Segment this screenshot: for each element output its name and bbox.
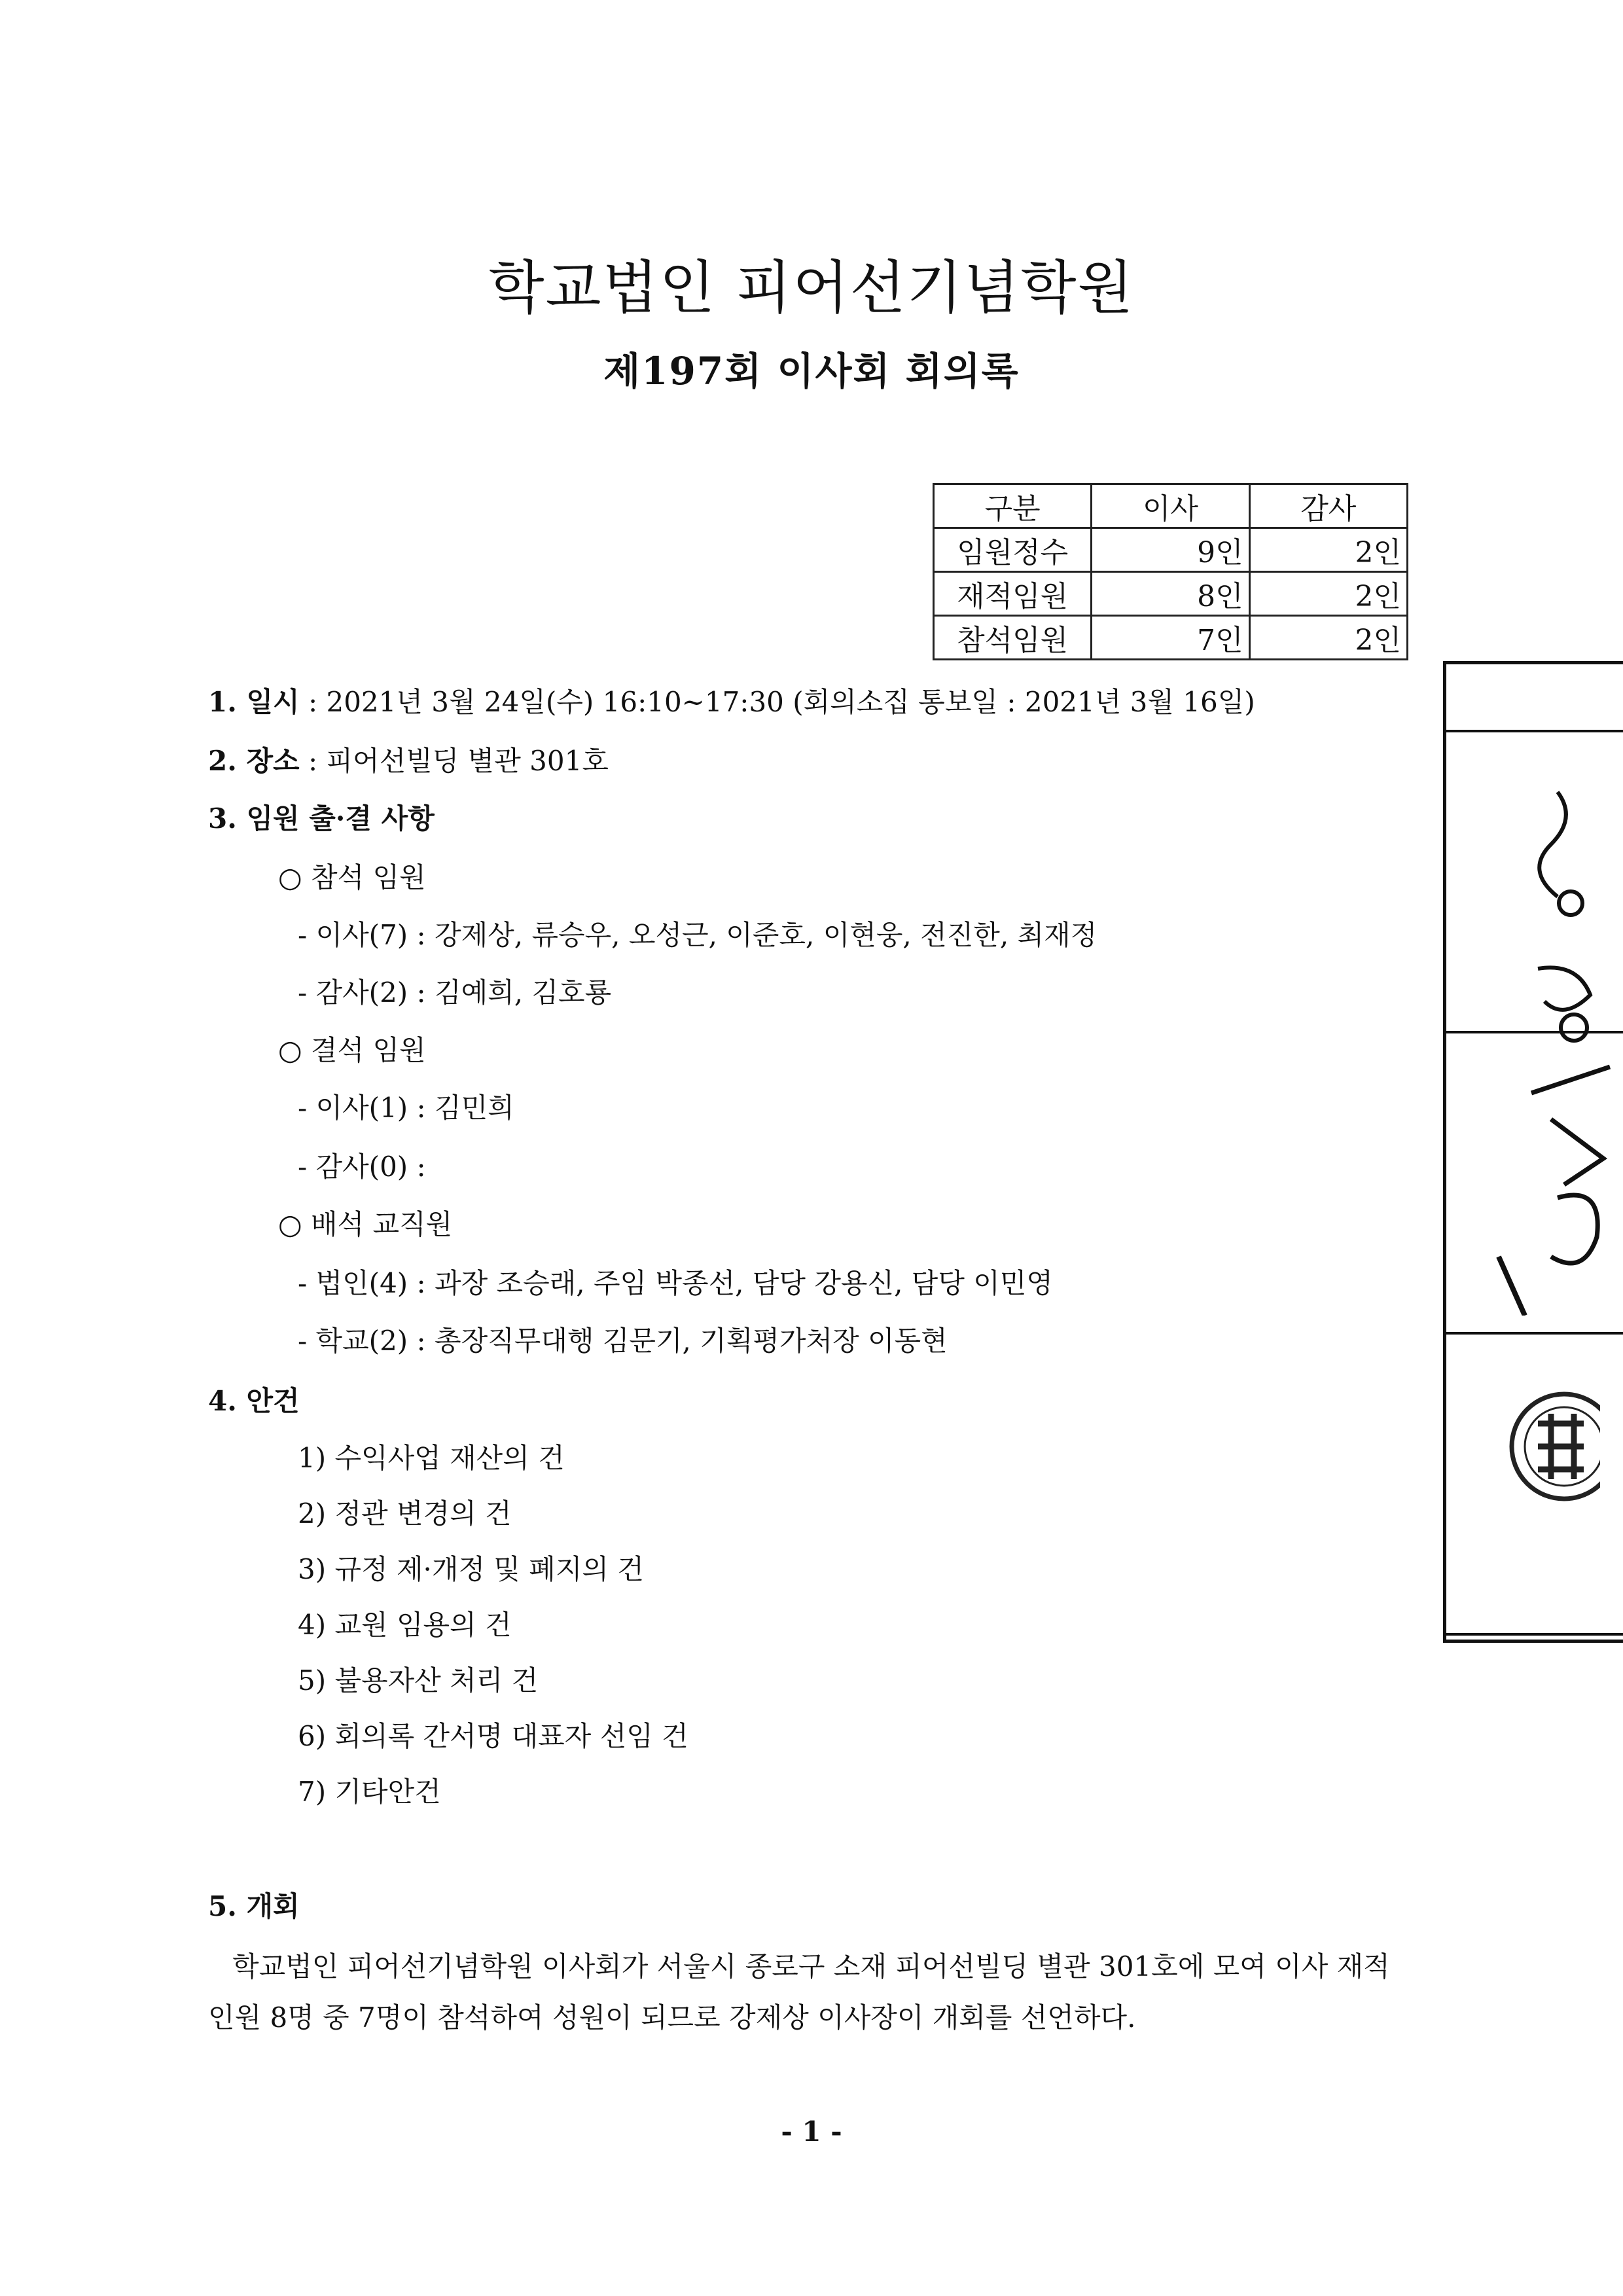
agenda-item: 3) 규정 제·개정 및 폐지의 건 bbox=[298, 1553, 644, 1585]
opening-paragraph-line: 인원 8명 중 7명이 참석하여 성원이 되므로 강제상 이사장이 개회를 선언하다. bbox=[208, 2001, 1136, 2034]
handwritten-signature-icon bbox=[1459, 753, 1623, 1316]
row-label: 참석임원 bbox=[934, 616, 1092, 660]
date-heading: 1. 일시 bbox=[208, 686, 300, 718]
auditors-count: 2인 bbox=[1249, 616, 1407, 660]
auditors-count: 2인 bbox=[1249, 528, 1407, 572]
staff-school: - 학교(2) : 총장직무대행 김문기, 기획평가처장 이동현 bbox=[298, 1325, 948, 1357]
agenda-item: 4) 교원 임용의 건 bbox=[298, 1609, 512, 1641]
place-heading: 2. 장소 bbox=[208, 745, 300, 777]
agenda-item: 6) 회의록 간서명 대표자 선임 건 bbox=[298, 1720, 688, 1752]
absent-auditors: - 감사(0) : bbox=[298, 1151, 426, 1183]
official-seal-icon bbox=[1502, 1384, 1600, 1509]
table-row bbox=[934, 528, 1408, 572]
opening-heading: 5. 개회 bbox=[208, 1890, 300, 1922]
staff-heading: ○ 배석 교직원 bbox=[278, 1208, 453, 1240]
agenda-item: 7) 기타안건 bbox=[298, 1776, 441, 1808]
directors-count: 8인 bbox=[1092, 572, 1249, 616]
absent-directors: - 이사(1) : 김민희 bbox=[298, 1092, 514, 1124]
date-text: : 2021년 3월 24일(수) 16:10~17:30 (회의소집 통보일 : 2021년 3월 16일) bbox=[299, 686, 1255, 718]
attendance-heading: 3. 임원 출·결 사항 bbox=[208, 802, 435, 834]
place-line bbox=[208, 740, 609, 779]
table-header-cell: 구분 bbox=[934, 484, 1092, 528]
table-row bbox=[934, 616, 1408, 660]
document-subtitle: 제197회 이사회 회의록 bbox=[603, 349, 1020, 393]
page-number: - 1 - bbox=[781, 2115, 842, 2147]
strip-divider bbox=[1446, 730, 1623, 732]
table-header-cell: 감사 bbox=[1249, 484, 1407, 528]
directors-count: 9인 bbox=[1092, 528, 1249, 572]
present-auditors: - 감사(2) : 김예희, 김호룡 bbox=[298, 977, 612, 1009]
officer-count-table bbox=[933, 483, 1408, 660]
document-title: 학교법인 피어선기념학원 bbox=[488, 254, 1135, 321]
opening-paragraph-line: 학교법인 피어선기념학원 이사회가 서울시 종로구 소재 피어선빌딩 별관 301호에 모여 이사 재적 bbox=[232, 1950, 1390, 1982]
date-line bbox=[208, 681, 1255, 720]
strip-divider bbox=[1446, 1633, 1623, 1636]
auditors-count: 2인 bbox=[1249, 572, 1407, 616]
row-label: 재적임원 bbox=[934, 572, 1092, 616]
strip-divider bbox=[1446, 1332, 1623, 1335]
staff-corp: - 법인(4) : 과장 조승래, 주임 박종선, 담당 강용신, 담당 이민영 bbox=[298, 1267, 1053, 1299]
agenda-item: 1) 수익사업 재산의 건 bbox=[298, 1442, 565, 1474]
agenda-item: 5) 불용자산 처리 건 bbox=[298, 1664, 539, 1696]
absent-heading: ○ 결석 임원 bbox=[278, 1034, 426, 1066]
table-row bbox=[934, 572, 1408, 616]
present-heading: ○ 참석 임원 bbox=[278, 861, 426, 893]
present-directors: - 이사(7) : 강제상, 류승우, 오성근, 이준호, 이현웅, 전진한, 최재정 bbox=[298, 919, 1097, 951]
place-text: : 피어선빌딩 별관 301호 bbox=[299, 745, 609, 777]
agenda-item: 2) 정관 변경의 건 bbox=[298, 1498, 512, 1530]
directors-count: 7인 bbox=[1092, 616, 1249, 660]
table-header-row bbox=[934, 484, 1408, 528]
row-label: 임원정수 bbox=[934, 528, 1092, 572]
agenda-heading: 4. 안건 bbox=[208, 1385, 300, 1417]
table-header-cell: 이사 bbox=[1092, 484, 1249, 528]
